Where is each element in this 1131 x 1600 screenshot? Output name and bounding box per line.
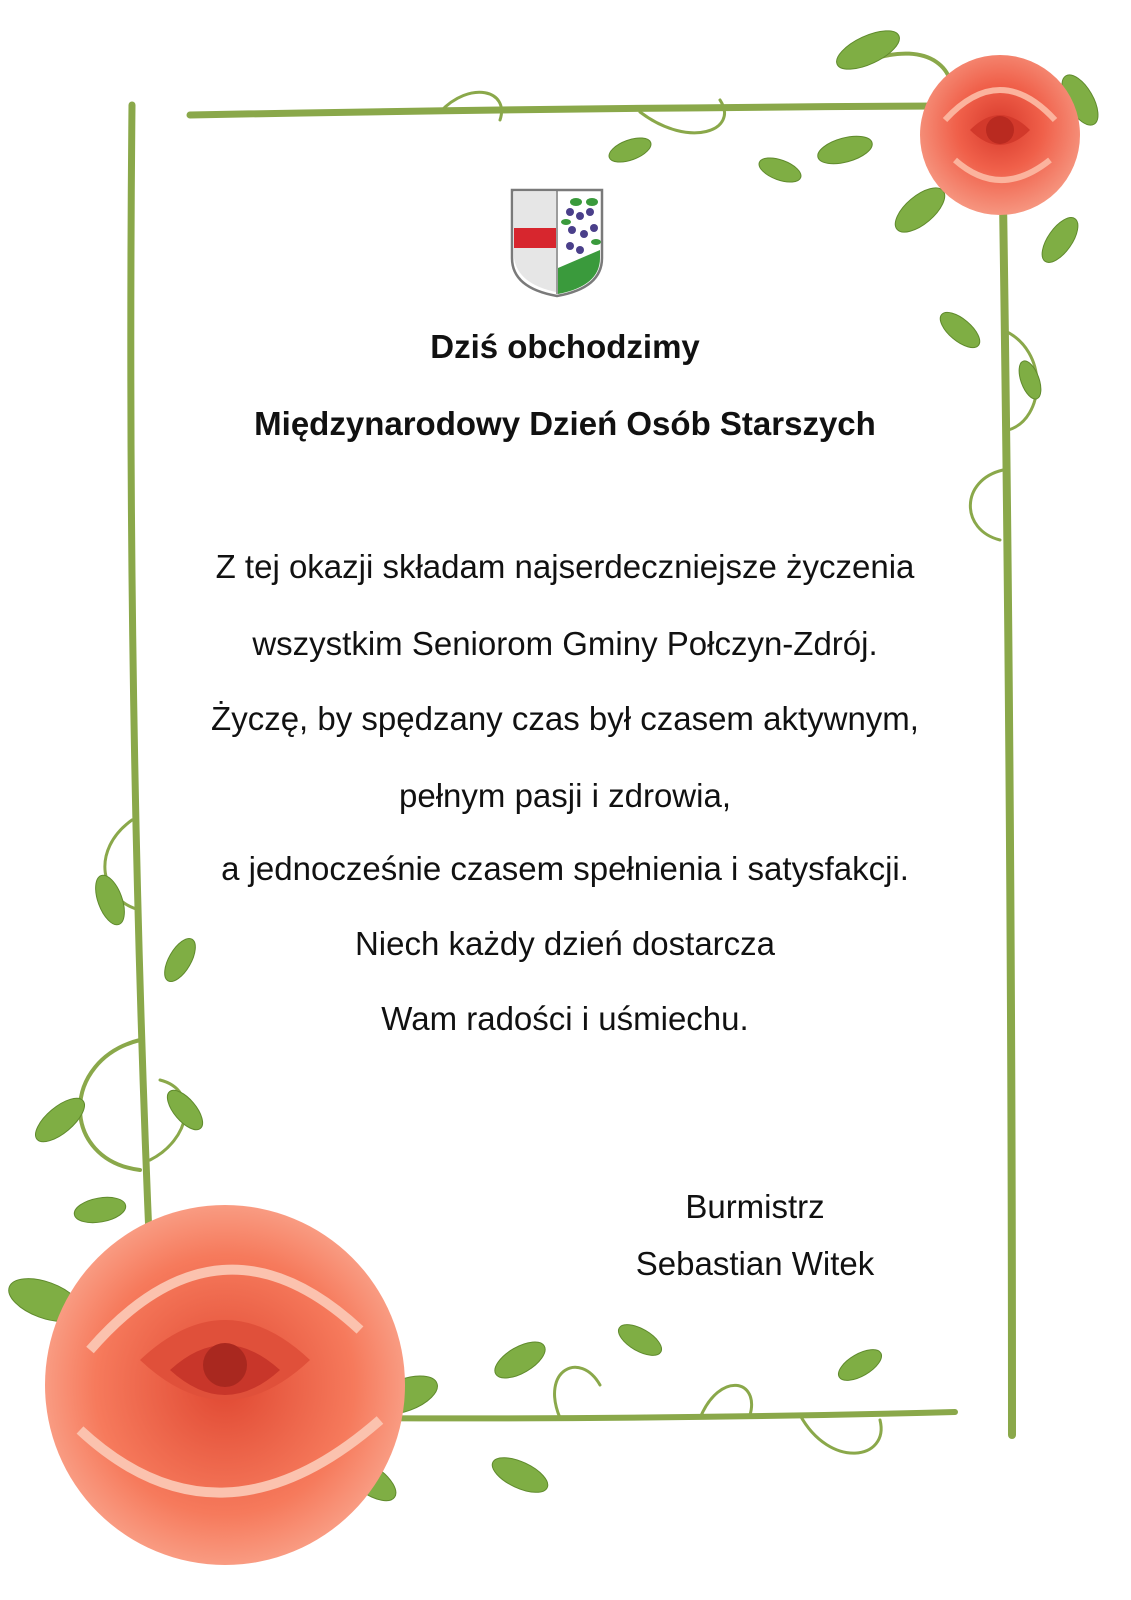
body-line: Niech każdy dzień dostarcza: [354, 925, 776, 962]
body-line: Z tej okazji składam najserdeczniejsze życzenia: [215, 548, 915, 585]
body-line: wszystkim Seniorom Gminy Połczyn-Zdrój.: [252, 625, 878, 662]
body-line: a jednocześnie czasem spełnienia i satysfakcji.: [221, 850, 909, 887]
body-line: Życzę, by spędzany czas był czasem aktywnym,: [211, 700, 919, 737]
body-line: pełnym pasji i zdrowia,: [399, 777, 731, 814]
signature-name: Sebastian Witek: [635, 1245, 875, 1282]
heading-line-2: Międzynarodowy Dzień Osób Starszych: [254, 405, 876, 442]
body-line: Wam radości i uśmiechu.: [381, 1000, 749, 1037]
heading-line-1: Dziś obchodzimy: [430, 328, 700, 365]
signature-title: Burmistrz: [685, 1188, 825, 1225]
coat-of-arms-icon: [510, 188, 604, 298]
